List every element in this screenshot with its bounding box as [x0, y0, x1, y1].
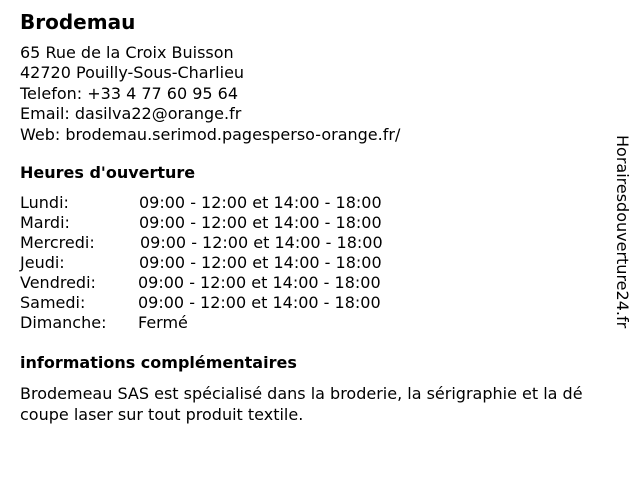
day-times: 09:00 - 12:00 et 14:00 - 18:00 — [138, 273, 381, 292]
day-times: 09:00 - 12:00 et 14:00 - 18:00 — [140, 233, 383, 252]
description-line: coupe laser sur tout produit textile. — [20, 404, 304, 424]
business-name: Brodemau — [20, 10, 136, 34]
day-label: Mardi: — [20, 213, 70, 232]
email-text: Email: dasilva22@orange.fr — [20, 104, 242, 124]
contact-block — [20, 43, 400, 145]
day-label: Mercredi: — [20, 233, 95, 252]
business-description — [20, 384, 640, 425]
day-label: Lundi: — [20, 193, 69, 212]
day-times: 09:00 - 12:00 et 14:00 - 18:00 — [138, 293, 381, 312]
address-line-street: 65 Rue de la Croix Buisson — [20, 43, 234, 62]
day-label: Samedi: — [20, 293, 86, 312]
day-times: 09:00 - 12:00 et 14:00 - 18:00 — [139, 253, 382, 272]
day-times: 09:00 - 12:00 et 14:00 - 18:00 — [139, 213, 382, 232]
opening-hours-title: Heures d'ouverture — [20, 163, 196, 182]
day-times: 09:00 - 12:00 et 14:00 - 18:00 — [139, 193, 382, 212]
address-line-city: 42720 Pouilly-Sous-Charlieu — [20, 63, 245, 83]
additional-info-title: informations complémentaires — [20, 353, 297, 372]
day-times: Fermé — [138, 313, 188, 332]
website-text: Web: brodemau.serimod.pagesperso-orange.fr/ — [20, 124, 401, 144]
day-label: Dimanche: — [20, 313, 107, 332]
description-line: Brodemeau SAS est spécialisé dans la broderie, la sérigraphie et la dé — [20, 384, 583, 403]
phone-text: Telefon: +33 4 77 60 95 64 — [20, 83, 239, 103]
day-label: Jeudi: — [20, 253, 65, 272]
day-label: Vendredi: — [20, 273, 96, 292]
site-brand-vertical: Horairesdouverture24.fr — [613, 135, 632, 329]
